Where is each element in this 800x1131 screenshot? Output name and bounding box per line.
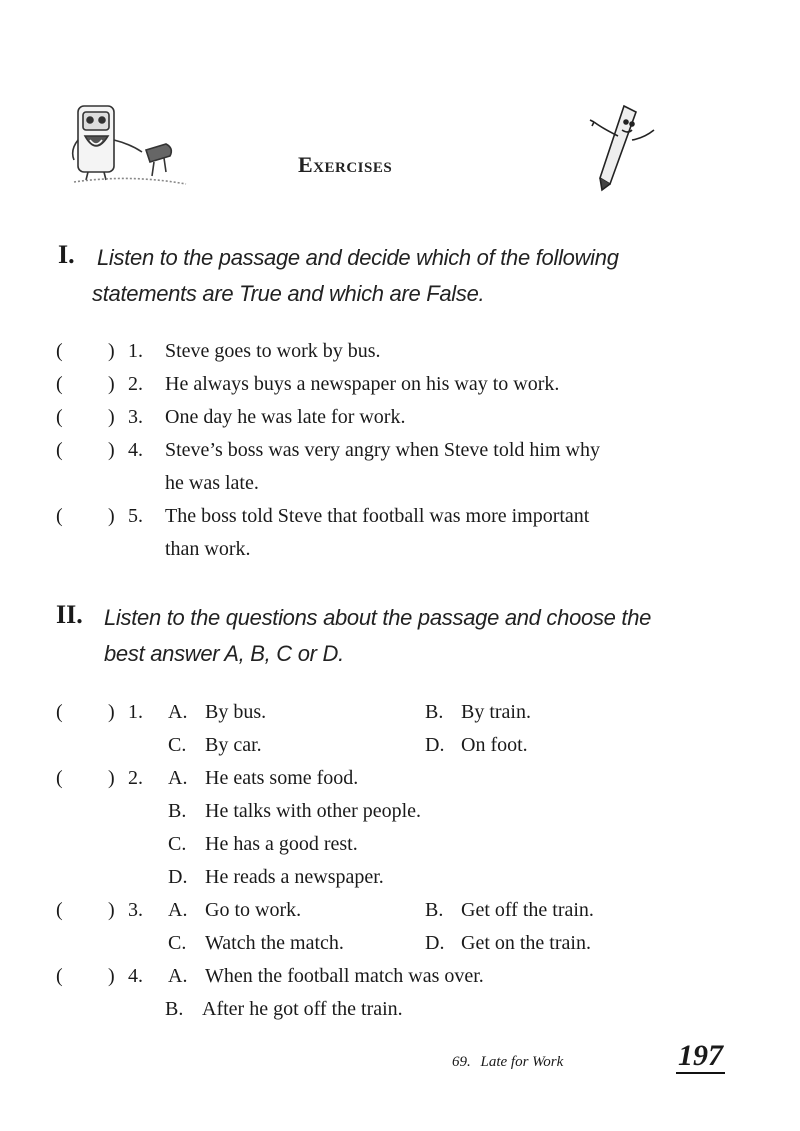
statement-continuation <box>0 533 800 566</box>
section-2-number: II. <box>56 600 83 629</box>
answer-blank-close: ) <box>108 899 115 921</box>
option-text: By bus. <box>205 701 267 723</box>
answer-blank-close: ) <box>108 701 115 723</box>
section-2-options-row <box>0 795 800 828</box>
section-1-item <box>0 368 800 401</box>
item-number: 1. <box>128 340 143 362</box>
answer-blank-open[interactable]: ( <box>56 965 63 987</box>
chapter-number: 69. <box>452 1054 471 1070</box>
question-number: 3. <box>128 899 143 921</box>
answer-blank-open[interactable]: ( <box>56 406 63 428</box>
answer-blank-close: ) <box>108 505 115 527</box>
statement-text: The boss told Steve that football was more important <box>165 505 590 527</box>
section-2-question <box>0 696 800 729</box>
section-2-options-row <box>0 861 800 894</box>
option-letter: C. <box>168 734 187 756</box>
answer-blank-open[interactable]: ( <box>56 767 63 789</box>
section-2-instruction-line-2: best answer A, B, C or D. <box>104 641 344 666</box>
section-2-options-row <box>0 927 800 960</box>
section-1-instruction-line-2: statements are True and which are False. <box>92 281 485 306</box>
option-letter: B. <box>425 899 444 921</box>
page-number: 197 <box>678 1039 723 1072</box>
statement-text: than work. <box>165 538 251 560</box>
option-text: He has a good rest. <box>205 833 358 855</box>
answer-blank-open[interactable]: ( <box>56 373 63 395</box>
option-letter: D. <box>168 866 188 888</box>
option-letter: C. <box>168 932 187 954</box>
question-number: 1. <box>128 701 143 723</box>
option-letter: A. <box>168 701 188 723</box>
answer-blank-open[interactable]: ( <box>56 505 63 527</box>
option-letter: A. <box>168 767 188 789</box>
option-text: He eats some food. <box>205 767 359 789</box>
section-2-options-row <box>0 729 800 762</box>
statement-text: Steve’s boss was very angry when Steve told him why <box>165 439 600 461</box>
answer-blank-close: ) <box>108 373 115 395</box>
item-number: 2. <box>128 373 143 395</box>
option-letter: D. <box>425 932 445 954</box>
phone-character-illustration <box>70 100 190 190</box>
statement-text: he was late. <box>165 472 259 494</box>
option-letter: B. <box>168 800 187 822</box>
answer-blank-close: ) <box>108 965 115 987</box>
item-number: 3. <box>128 406 143 428</box>
section-1-item <box>0 500 800 533</box>
option-text: When the football match was over. <box>205 965 484 987</box>
option-letter: D. <box>425 734 445 756</box>
footer-caption <box>452 1054 563 1071</box>
statement-continuation <box>0 467 800 500</box>
option-text: Go to work. <box>205 899 302 921</box>
section-2-options-row <box>0 993 800 1026</box>
option-text: Get off the train. <box>461 899 594 921</box>
pencil-character-illustration <box>588 100 658 192</box>
section-1-item <box>0 401 800 434</box>
option-letter: B. <box>425 701 444 723</box>
section-1-item <box>0 434 800 467</box>
statement-text: He always buys a newspaper on his way to work. <box>165 373 560 395</box>
section-2-question <box>0 894 800 927</box>
exercises-heading: Exercises <box>298 152 393 177</box>
chapter-title: Late for Work <box>480 1054 564 1070</box>
section-1-number: I. <box>58 240 75 269</box>
section-1-instruction-line-1: Listen to the passage and decide which of the following <box>97 245 619 270</box>
option-text: On foot. <box>461 734 528 756</box>
section-2-question <box>0 762 800 795</box>
option-text: After he got off the train. <box>202 998 403 1020</box>
section-1-item <box>0 335 800 368</box>
question-number: 2. <box>128 767 143 789</box>
question-number: 4. <box>128 965 143 987</box>
answer-blank-open[interactable]: ( <box>56 340 63 362</box>
item-number: 5. <box>128 505 143 527</box>
option-text: He talks with other people. <box>205 800 422 822</box>
answer-blank-open[interactable]: ( <box>56 439 63 461</box>
option-text: He reads a newspaper. <box>205 866 384 888</box>
answer-blank-open[interactable]: ( <box>56 899 63 921</box>
statement-text: One day he was late for work. <box>165 406 406 428</box>
section-2-options-row <box>0 828 800 861</box>
option-letter: B. <box>165 998 184 1020</box>
answer-blank-close: ) <box>108 439 115 461</box>
answer-blank-close: ) <box>108 406 115 428</box>
answer-blank-close: ) <box>108 767 115 789</box>
section-2-instruction-line-1: Listen to the questions about the passage and choose the <box>104 605 652 630</box>
answer-blank-open[interactable]: ( <box>56 701 63 723</box>
option-letter: A. <box>168 899 188 921</box>
option-letter: A. <box>168 965 188 987</box>
statement-text: Steve goes to work by bus. <box>165 340 381 362</box>
option-text: Watch the match. <box>205 932 344 954</box>
item-number: 4. <box>128 439 143 461</box>
section-2-question <box>0 960 800 993</box>
option-text: Get on the train. <box>461 932 591 954</box>
option-text: By car. <box>205 734 262 756</box>
option-letter: C. <box>168 833 187 855</box>
option-text: By train. <box>461 701 531 723</box>
answer-blank-close: ) <box>108 340 115 362</box>
